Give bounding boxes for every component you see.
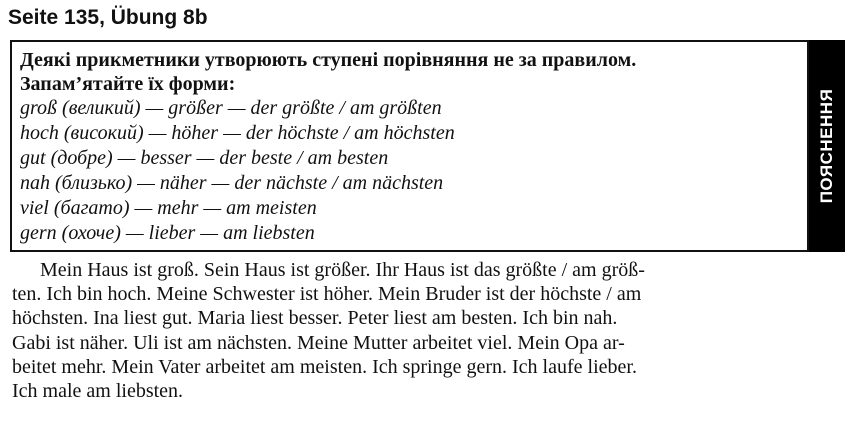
rule-intro-line-1: Деякі прикметники утворюють ступені порівняння не за правилом. bbox=[20, 49, 637, 71]
exercise-text bbox=[12, 258, 846, 403]
form-row-gut bbox=[20, 146, 799, 171]
translation: (високий) bbox=[63, 122, 144, 144]
base-adjective: viel bbox=[20, 197, 49, 219]
comparison-forms: — näher — der nächste / am nächsten bbox=[132, 172, 444, 194]
translation: (добре) bbox=[50, 147, 113, 169]
grammar-rule-box bbox=[10, 40, 809, 252]
explanation-tab bbox=[809, 40, 845, 252]
comparison-forms: — besser — der beste / am besten bbox=[112, 147, 389, 169]
comparison-forms: — höher — der höchste / am höchsten bbox=[143, 122, 455, 144]
exercise-line: Ich male am liebsten. bbox=[12, 380, 184, 403]
exercise-line: beitet mehr. Mein Vater arbeitet am meisten. Ich springe gern. Ich laufe lieber. bbox=[12, 355, 637, 378]
base-adjective: gut bbox=[20, 147, 46, 169]
base-adjective: hoch bbox=[20, 122, 59, 144]
form-row-nah bbox=[20, 171, 799, 196]
base-adjective: nah bbox=[20, 172, 50, 194]
comparison-forms: — mehr — am meisten bbox=[129, 197, 317, 219]
exercise-line: höchsten. Ina liest gut. Maria liest besser. Peter liest am besten. Ich bin nah. bbox=[12, 307, 618, 330]
rule-intro-line-2: Запам’ятайте їх форми: bbox=[20, 73, 236, 95]
page-title: Seite 135, Übung 8b bbox=[8, 6, 208, 29]
form-row-hoch bbox=[20, 121, 799, 146]
translation: (великий) bbox=[62, 97, 141, 119]
explanation-tab-label: ПОЯСНЕННЯ bbox=[817, 88, 836, 204]
comparison-forms: — größer — der größte / am größten bbox=[140, 97, 442, 119]
form-row-viel bbox=[20, 196, 799, 221]
translation: (близько) bbox=[55, 172, 133, 194]
base-adjective: groß bbox=[20, 97, 58, 119]
base-adjective: gern bbox=[20, 222, 57, 244]
form-row-gern bbox=[20, 221, 799, 246]
exercise-line: ten. Ich bin hoch. Meine Schwester ist höher. Mein Bruder ist der höchste / am bbox=[12, 283, 642, 306]
exercise-line: Mein Haus ist groß. Sein Haus ist größer. Ihr Haus ist das größte / am größ- bbox=[40, 259, 645, 281]
translation: (охоче) bbox=[61, 222, 121, 244]
exercise-line: Gabi ist näher. Uli ist am nächsten. Meine Mutter arbeitet viel. Mein Opa ar- bbox=[12, 331, 625, 354]
form-row-gross bbox=[20, 96, 799, 121]
translation: (багато) bbox=[53, 197, 130, 219]
comparison-forms: — lieber — am liebsten bbox=[120, 222, 315, 244]
